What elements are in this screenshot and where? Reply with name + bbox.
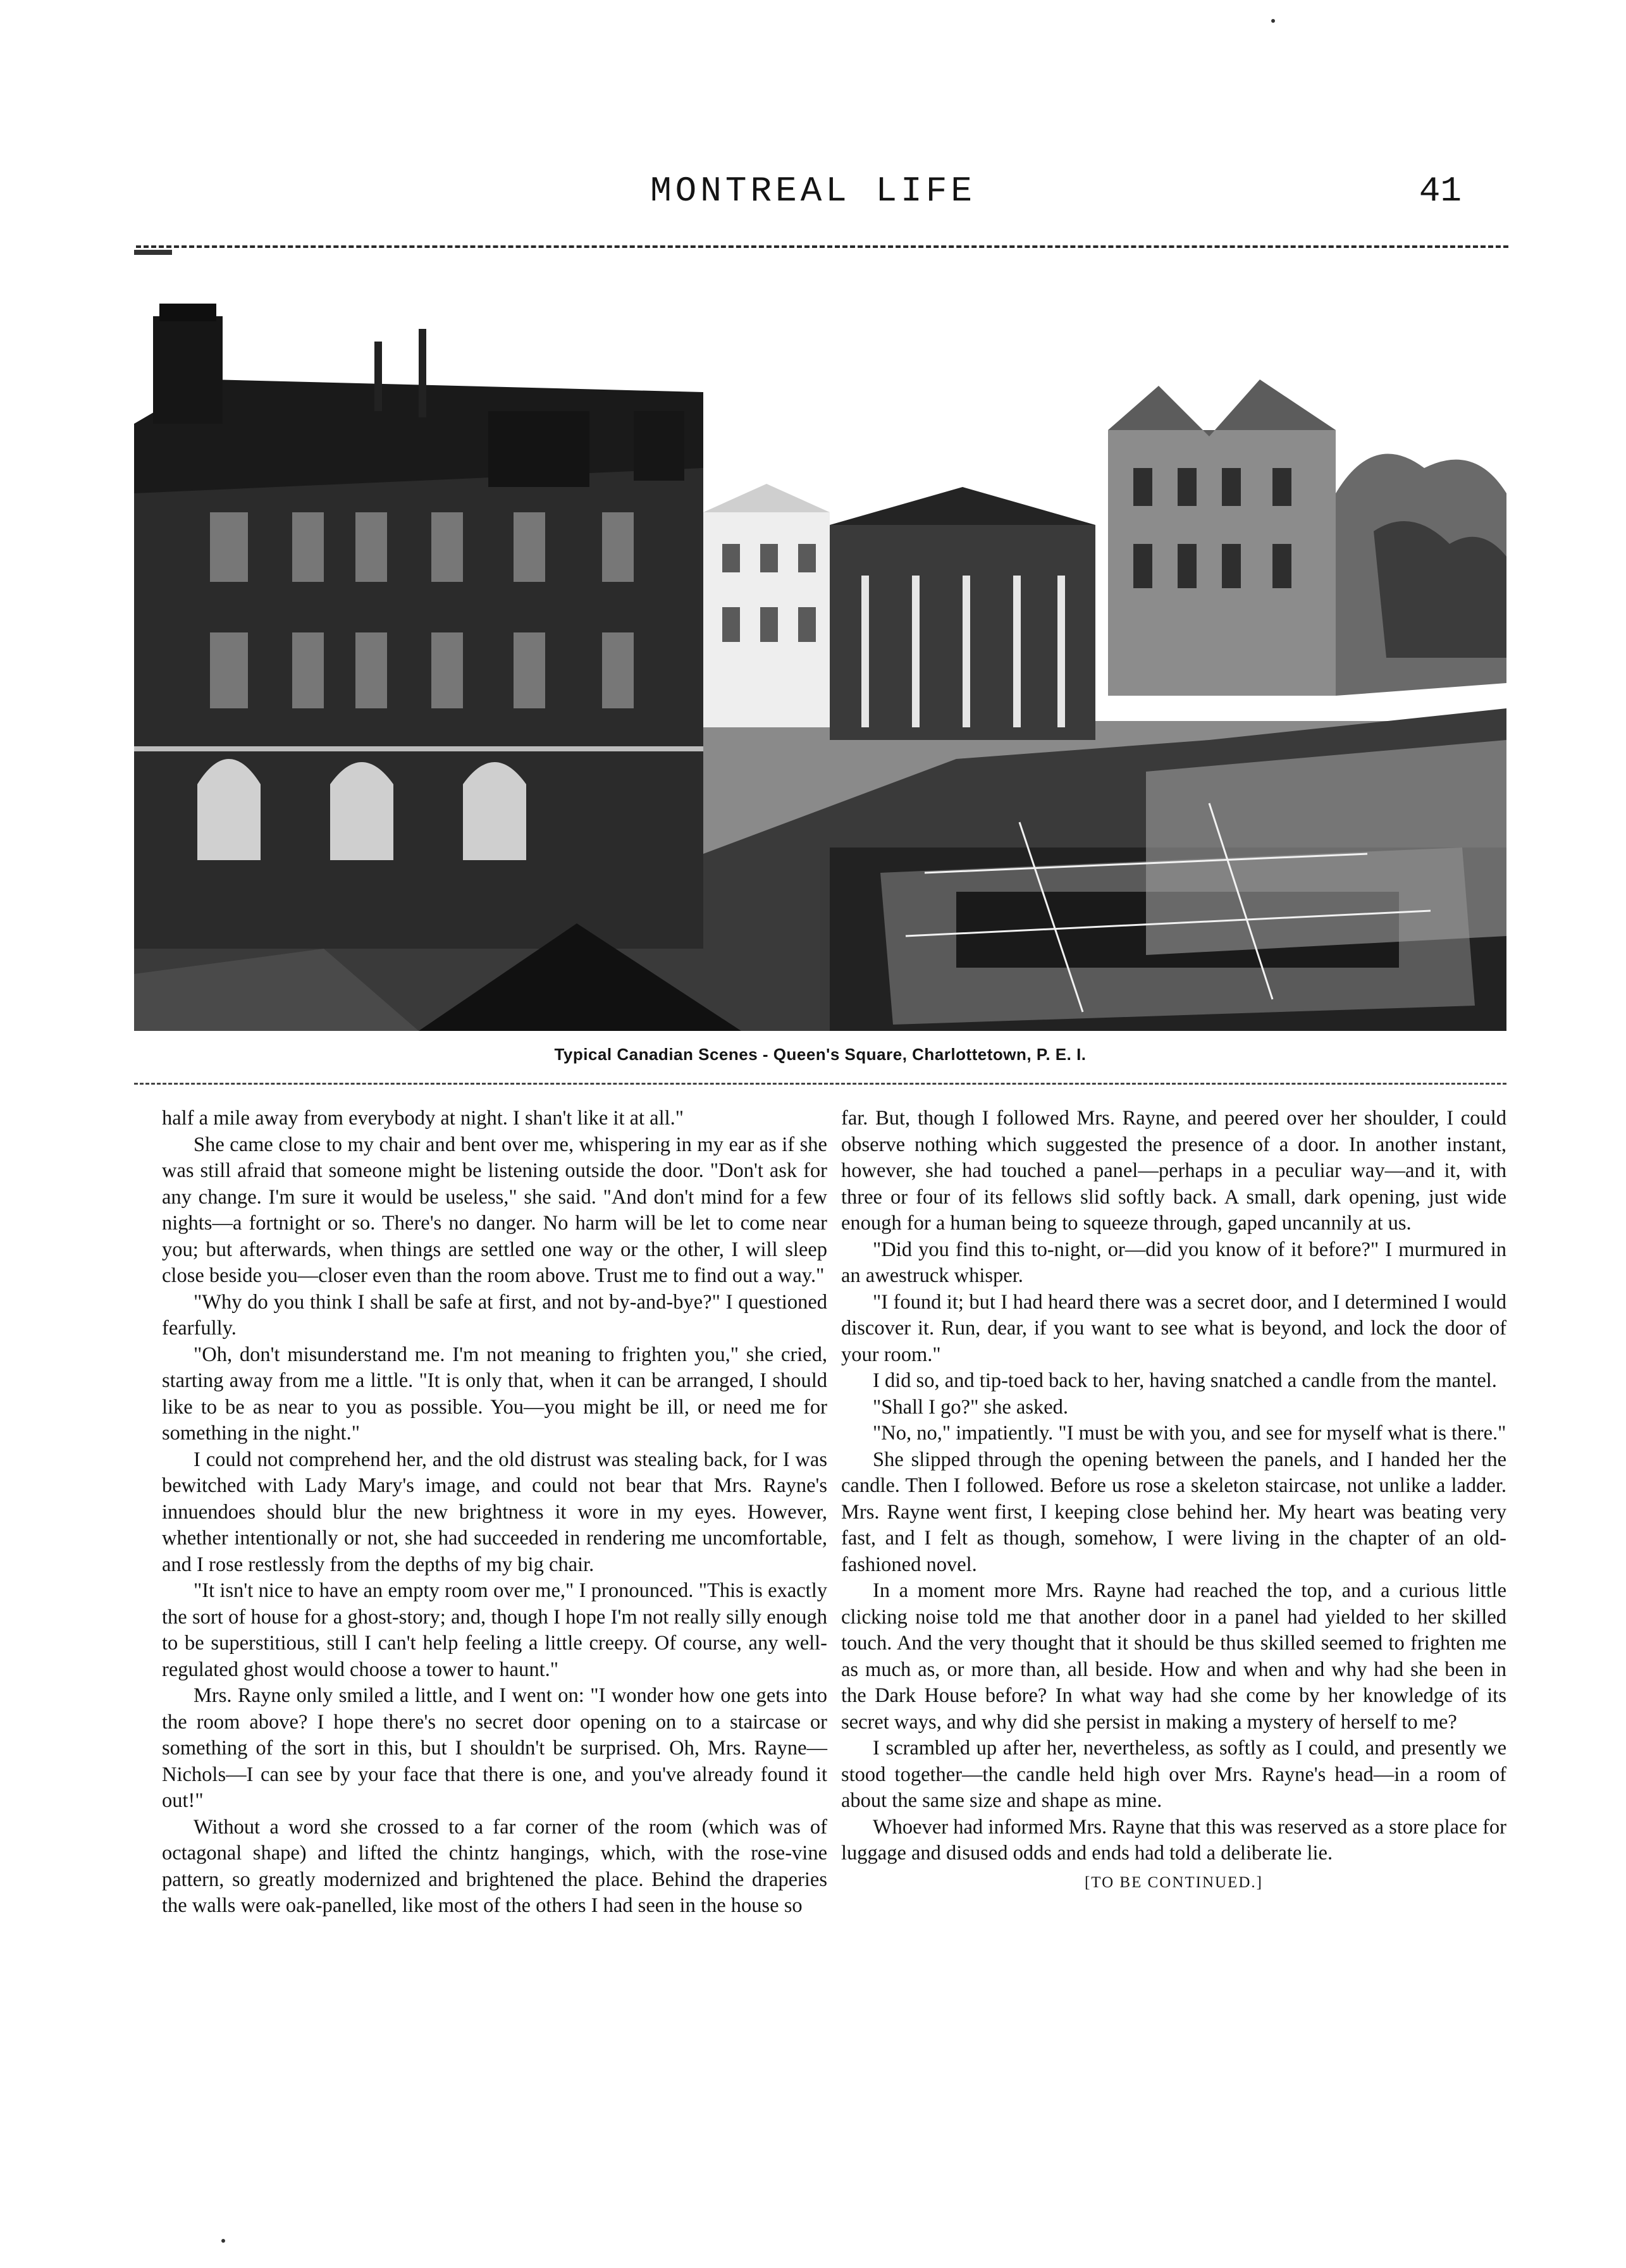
article-paragraph: Mrs. Rayne only smiled a little, and I went on: "I wonder how one gets into the room above? I hope there's no secret door opening on to a staircase or something of the sort in this, but I shouldn't be surprised. Oh, Mrs. Rayne—Nichols—I can see by your face that there is one, and you've already found it out!" (162, 1684, 827, 1812)
header-rule-mark (134, 250, 172, 255)
article-paragraph: "Did you find this to-night, or—did you know of it before?" I murmured in an awestruck whisper. (841, 1238, 1506, 1287)
article-paragraph: "I found it; but I had heard there was a secret door, and I determined I would discover it. Run, dear, if you want to see what is beyond, and lock the door of your room." (841, 1290, 1506, 1366)
article-paragraph: half a mile away from everybody at night. I shan't like it at all." (162, 1107, 684, 1130)
article-paragraph: I did so, and tip-toed back to her, having snatched a candle from the mantel. (873, 1369, 1497, 1392)
article-paragraph: "Oh, don't misunderstand me. I'm not meaning to frighten you," she cried, starting away from me a little. "It is only that, when it can be arranged, I should like to be as near to you as possible. You—you might be ill, or need me for something in the night." (162, 1343, 827, 1445)
article-paragraph: "Shall I go?" she asked. (873, 1395, 1069, 1419)
article-paragraph: Whoever had informed Mrs. Rayne that this was reserved as a store place for luggage and disused odds and ends had told a deliberate lie. (841, 1815, 1506, 1864)
scan-speck (221, 2239, 225, 2243)
article-paragraph: She slipped through the opening between the panels, and I handed her the candle. Then I followed. Before us rose a skeleton staircase, not unlike a ladder. Mrs. Rayne went first, I keeping close behind her. My heart was beating very fast, and I felt as though, somehow, I were living in the chapter of an old-fashioned novel. (841, 1448, 1506, 1576)
article-paragraph: She came close to my chair and bent over me, whispering in my ear as if she was still afraid that someone might be listening outside the door. "Don't ask for any change. I'm sure it would be useless," she said. "And don't mind for a few nights—a fortnight or so. There's no danger. No harm will be let to come near you; but afterwards, when things are settled one way or the other, I will sleep close beside you—closer even than the room above. Trust me to find out a way." (162, 1133, 827, 1287)
header-rule (136, 245, 1508, 248)
journal-title: MONTREAL LIFE (650, 171, 976, 211)
article-column-right (841, 1106, 1506, 1895)
page-number: 41 (1419, 171, 1462, 211)
article-paragraph: I could not comprehend her, and the old distrust was stealing back, for I was bewitched with Lady Mary's image, and could not bear that Mrs. Rayne's innuendoes should blur the new brightness it wore in my eyes. However, whether intentionally or not, she had succeeded in rendering me uncomfortable, and I rose restlessly from the depths of my big chair. (162, 1448, 827, 1576)
article-paragraph: I scrambled up after her, nevertheless, as softly as I could, and presently we stood together—the candle held high over Mrs. Rayne's head—in a room of about the same size and shape as mine. (841, 1737, 1506, 1812)
continued-note: [TO BE CONTINUED.] (1084, 1873, 1264, 1891)
article-paragraph: "It isn't nice to have an empty room over me," I pronounced. "This is exactly the sort of house for a ghost-story; and, though I hope I'm not really silly enough to be superstitious, still I can't help feeling a little creepy. Of course, any well-regulated ghost would choose a tower to haunt." (162, 1579, 827, 1681)
article-column-left (162, 1106, 827, 1920)
article-paragraph: far. But, though I followed Mrs. Rayne, and peered over her shoulder, I could observe nothing which suggested the presence of a door. In another instant, however, she had touched a panel—perhaps in a peculiar way—and it, with three or four of its fellows slid softly back. A small, dark opening, just wide enough for a human being to squeeze through, gaped uncannily at us. (841, 1107, 1506, 1235)
caption-rule (134, 1083, 1506, 1085)
article-paragraph: "Why do you think I shall be safe at first, and not by-and-bye?" I questioned fearfully. (162, 1290, 827, 1340)
running-head (0, 171, 1626, 221)
figure-caption: Typical Canadian Scenes - Queen's Square, Charlottetown, P. E. I. (554, 1045, 1087, 1064)
article-paragraph: In a moment more Mrs. Rayne had reached the top, and a curious little clicking noise told me that another door in a panel had yielded to her skilled touch. And the very thought that it should be thus skilled seemed to frighten me as much as, or more than, all beside. How and when and why had she been in the Dark House before? In what way had she come by her knowledge of its secret ways, and why did she persist in making a mystery of herself to me? (841, 1579, 1506, 1734)
article-paragraph: "No, no," impatiently. "I must be with you, and see for myself what is there." (873, 1422, 1506, 1445)
queens-square-photo (134, 304, 1506, 1031)
article-paragraph: Without a word she crossed to a far corner of the room (which was of octagonal shape) and lifted the chintz hangings, which, with the rose-vine pattern, so greatly modernized and brightened the place. Behind the draperies the walls were oak-panelled, like most of the others I had seen in the house so (162, 1815, 827, 1917)
scan-speck (1271, 19, 1275, 23)
